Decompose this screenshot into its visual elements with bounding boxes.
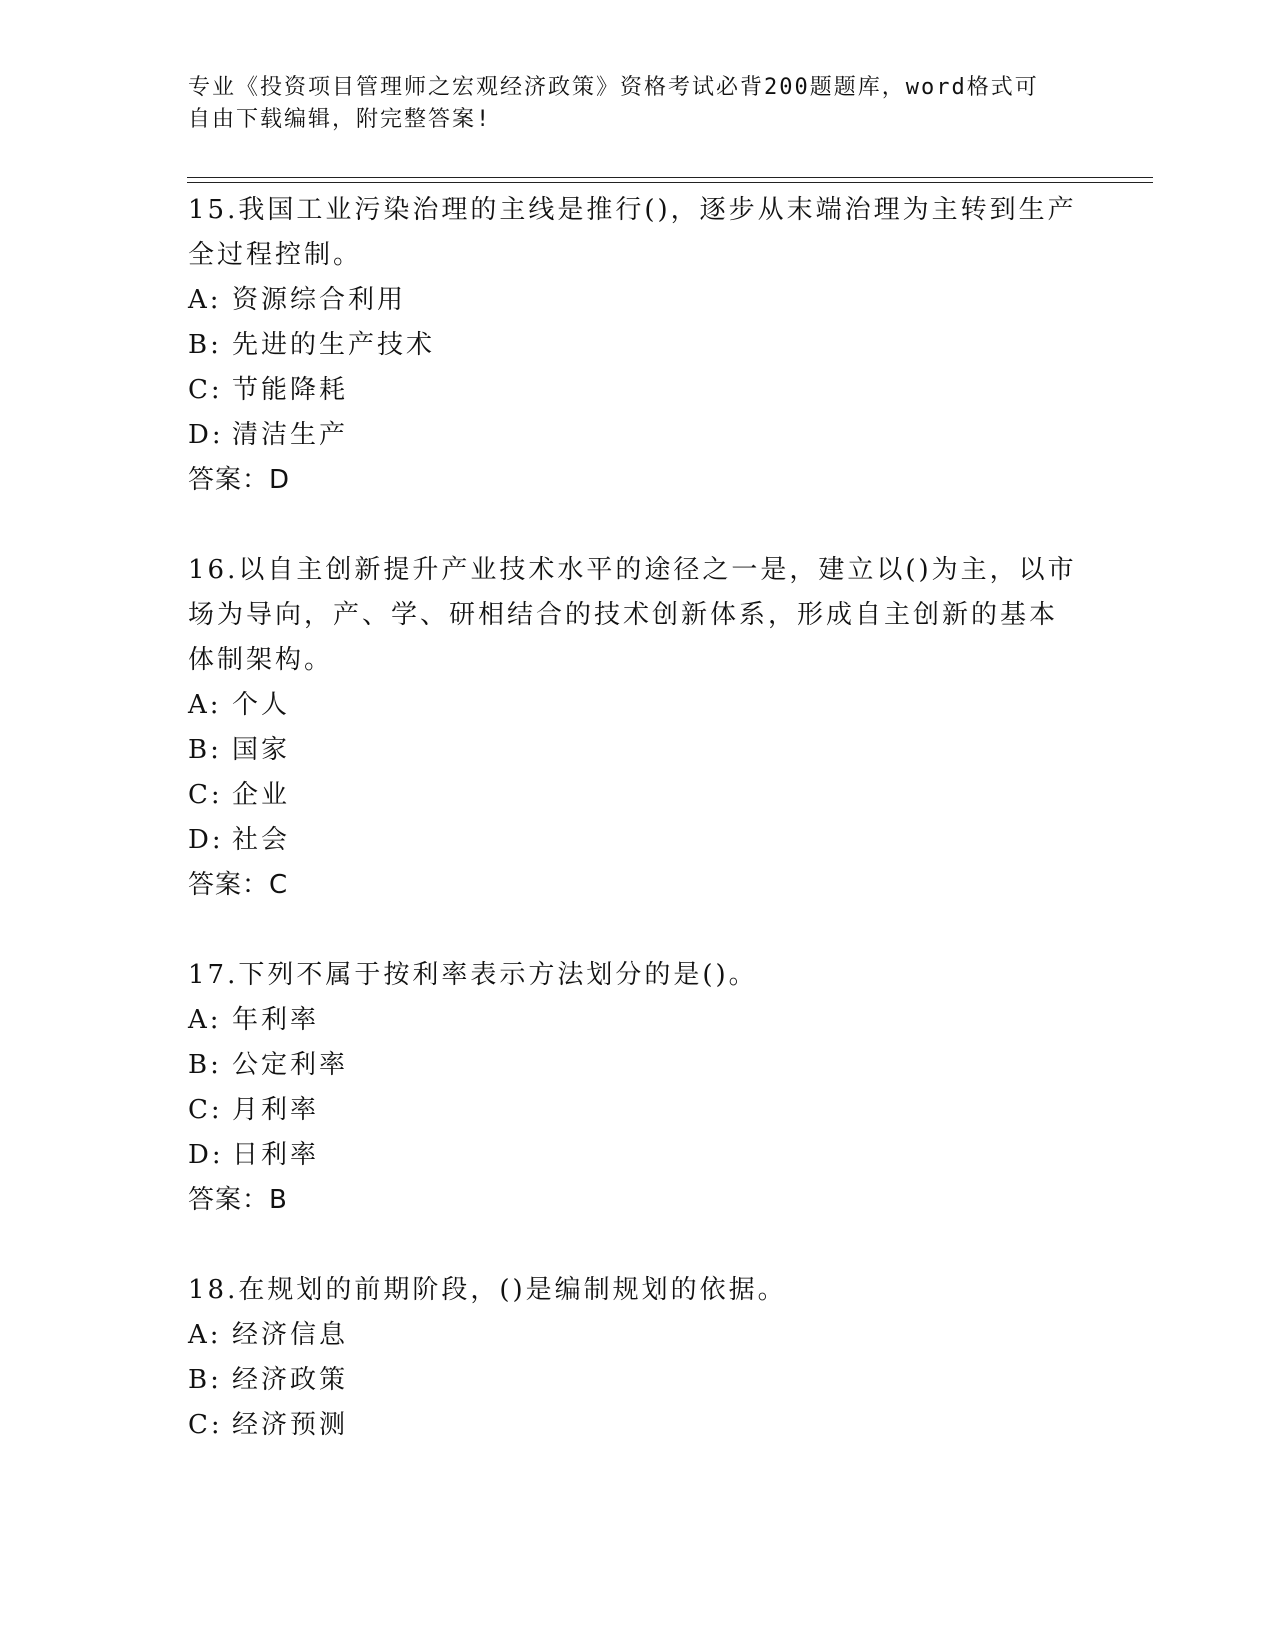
answer-line: 答案：D — [188, 465, 291, 495]
option-text: 先进的生产技术 — [232, 330, 436, 360]
option-d — [188, 1133, 1088, 1178]
option-text: 月利率 — [232, 1095, 320, 1125]
option-text: 社会 — [232, 825, 291, 855]
question-17 — [188, 953, 1088, 1223]
option-text: 经济预测 — [232, 1410, 349, 1440]
option-text: 年利率 — [232, 1005, 320, 1035]
option-text: 国家 — [232, 735, 291, 765]
option-c — [188, 1403, 1088, 1448]
answer-line: 答案：C — [188, 870, 289, 900]
option-text: 资源综合利用 — [232, 285, 407, 315]
option-key: A: — [188, 1005, 222, 1035]
question-15 — [188, 188, 1088, 503]
option-b — [188, 1358, 1088, 1403]
option-text: 节能降耗 — [232, 375, 349, 405]
option-text: 公定利率 — [232, 1050, 349, 1080]
option-key: C: — [188, 375, 223, 405]
option-key: A: — [188, 690, 222, 720]
option-text: 企业 — [232, 780, 291, 810]
option-text: 经济信息 — [232, 1320, 349, 1350]
document-header — [188, 72, 1068, 136]
option-key: A: — [188, 1320, 222, 1350]
option-c — [188, 1088, 1088, 1133]
question-text: 18.在规划的前期阶段，()是编制规划的依据。 — [188, 1275, 787, 1305]
option-b — [188, 1043, 1088, 1088]
option-key: B: — [188, 330, 222, 360]
question-16 — [188, 548, 1088, 908]
option-key: D: — [188, 825, 224, 855]
option-b — [188, 728, 1088, 773]
header-line-2: 自由下载编辑，附完整答案! — [188, 107, 492, 132]
header-divider — [187, 177, 1153, 183]
option-c — [188, 368, 1088, 413]
option-text: 日利率 — [232, 1140, 320, 1170]
option-d — [188, 818, 1088, 863]
option-text: 个人 — [232, 690, 291, 720]
question-text: 16.以自主创新提升产业技术水平的途径之一是，建立以()为主，以市场为导向，产、学、研相结合的技术创新体系，形成自主创新的基本体制架构。 — [188, 555, 1077, 675]
option-key: B: — [188, 735, 222, 765]
question-18 — [188, 1268, 1088, 1448]
option-key: C: — [188, 1410, 223, 1440]
question-list — [188, 188, 1088, 1493]
option-key: C: — [188, 1095, 223, 1125]
question-text: 15.我国工业污染治理的主线是推行()，逐步从末端治理为主转到生产全过程控制。 — [188, 195, 1077, 270]
option-key: B: — [188, 1050, 222, 1080]
option-text: 清洁生产 — [232, 420, 349, 450]
option-key: A: — [188, 285, 222, 315]
option-a — [188, 1313, 1088, 1358]
option-d — [188, 413, 1088, 458]
question-text: 17.下列不属于按利率表示方法划分的是()。 — [188, 960, 758, 990]
option-a — [188, 278, 1088, 323]
option-key: D: — [188, 420, 224, 450]
header-line-1: 专业《投资项目管理师之宏观经济政策》资格考试必背200题题库，word格式可 — [188, 75, 1039, 100]
option-key: C: — [188, 780, 223, 810]
option-text: 经济政策 — [232, 1365, 349, 1395]
option-key: B: — [188, 1365, 222, 1395]
answer-line: 答案：B — [188, 1185, 288, 1215]
option-a — [188, 998, 1088, 1043]
option-c — [188, 773, 1088, 818]
option-b — [188, 323, 1088, 368]
option-a — [188, 683, 1088, 728]
option-key: D: — [188, 1140, 224, 1170]
